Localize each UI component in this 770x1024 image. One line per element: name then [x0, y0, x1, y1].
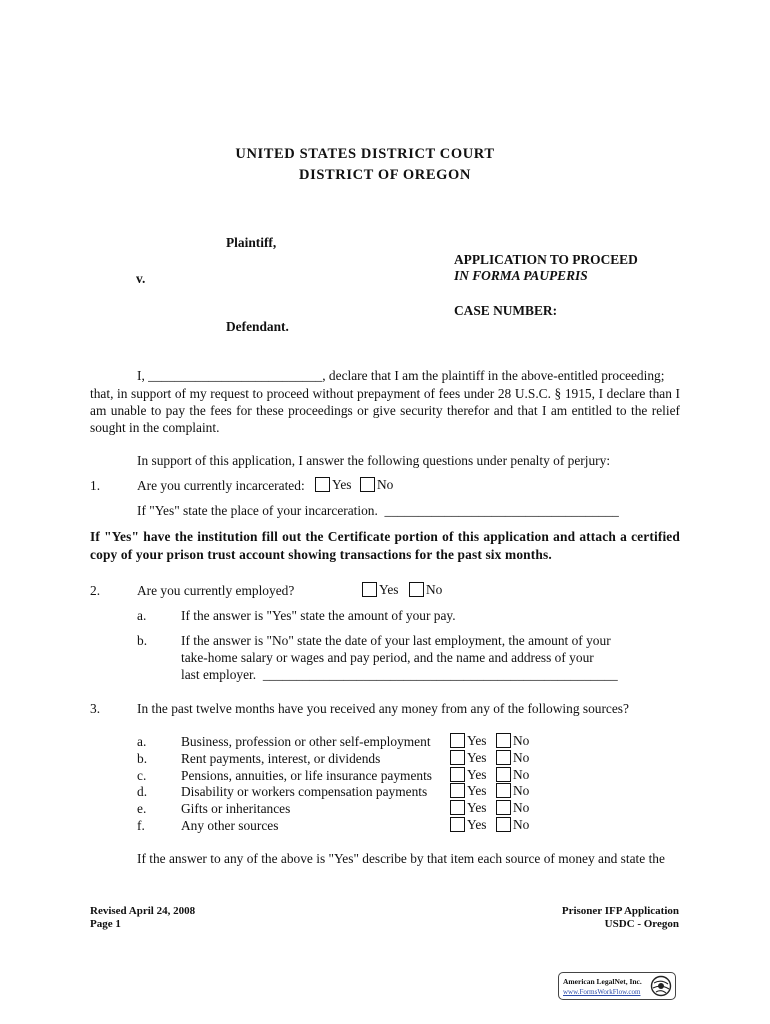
- case-number-label: CASE NUMBER:: [454, 303, 558, 318]
- q1-no-option[interactable]: [360, 477, 393, 493]
- q3-item-label: f.: [137, 818, 145, 833]
- district-title: DISTRICT OF OREGON: [299, 167, 471, 183]
- q3-item-no-checkbox[interactable]: [496, 733, 511, 748]
- q3-item-no-label: No: [513, 733, 530, 748]
- q3-item-yes-checkbox[interactable]: [450, 767, 465, 782]
- q2-no-label: No: [426, 582, 443, 597]
- q1-instruction: If "Yes" have the institution fill out the Certificate portion of this application and attach a certified copy of your prison trust account showing transactions for the past six months.: [90, 529, 680, 562]
- q3-item-text: Disability or workers compensation payments: [181, 784, 428, 800]
- q3-item-yes-label: Yes: [467, 749, 487, 765]
- q3-item-no-checkbox[interactable]: [496, 783, 511, 798]
- q2-yes-checkbox[interactable]: [362, 582, 377, 597]
- q3-item-text: Pensions, annuities, or life insurance payments: [181, 767, 433, 783]
- q3-item-no-option[interactable]: [496, 800, 529, 816]
- q1-yes-option[interactable]: [315, 477, 351, 493]
- q3-number: 3.: [90, 701, 101, 716]
- q3-item-no-label: No: [513, 766, 530, 782]
- q3-item-no-option[interactable]: [496, 733, 529, 749]
- q1-yes-label: Yes: [332, 477, 352, 492]
- q2b-line-3: last employer. _____________________________________________________: [181, 667, 618, 682]
- footer-page-number: Page 1: [90, 918, 121, 930]
- q2-text: Are you currently employed?: [137, 583, 295, 598]
- q3-item-text: Any other sources: [181, 818, 279, 833]
- q1-number: 1.: [90, 478, 101, 493]
- q3-item-no-checkbox[interactable]: [496, 767, 511, 782]
- q3-item-text: Gifts or inheritances: [181, 801, 291, 817]
- declaration-first-line: I, __________________________, declare that I am the plaintiff in the above-entitled proceeding;: [137, 368, 665, 383]
- q3-item-yes-option[interactable]: [450, 800, 486, 816]
- application-title: APPLICATION TO PROCEED: [454, 252, 638, 267]
- q3-item-no-checkbox[interactable]: [496, 800, 511, 815]
- q3-text: In the past twelve months have you received any money from any of the following sources?: [137, 701, 629, 716]
- q3-item-label: c.: [137, 767, 147, 783]
- perjury-intro: In support of this application, I answer the following questions under penalty of perjury:: [137, 453, 611, 468]
- q3-item-no-option[interactable]: [496, 783, 529, 799]
- q3-item-text: Rent payments, interest, or dividends: [181, 750, 381, 766]
- q3-trailing-text: If the answer to any of the above is "Yes" describe by that item each source of money and state the: [137, 851, 665, 866]
- q3-item-no-option[interactable]: [496, 817, 529, 833]
- q3-item-no-option[interactable]: [496, 767, 529, 783]
- q3-item-yes-checkbox[interactable]: [450, 817, 465, 832]
- q3-item-yes-label: Yes: [467, 733, 487, 748]
- logo-url-link[interactable]: www.FormsWorkFlow.com: [563, 988, 641, 996]
- q2-yes-option[interactable]: [362, 582, 398, 598]
- declaration-body: that, in support of my request to proceed without prepayment of fees under 28 U.S.C. § 1915, I declare than I am unable to pay the fees for these proceedings or give security therefor and that I am entitled to the relief sought in the complaint.: [90, 386, 680, 436]
- versus-label: v.: [136, 271, 146, 286]
- q3-item-yes-option[interactable]: [450, 783, 486, 799]
- q3-item-yes-option[interactable]: [450, 733, 486, 749]
- q3-item-text: Business, profession or other self-employment: [181, 734, 431, 749]
- q3-item-yes-checkbox[interactable]: [450, 750, 465, 765]
- q3-item-no-label: No: [513, 749, 530, 765]
- q2b-line-2: take-home salary or wages and pay period, and the name and address of your: [181, 650, 594, 665]
- q3-item-yes-option[interactable]: [450, 750, 486, 766]
- q3-item-no-label: No: [513, 817, 530, 832]
- q1-followup: If "Yes" state the place of your incarceration. ___________________________________: [137, 503, 619, 518]
- application-subtitle: IN FORMA PAUPERIS: [454, 268, 588, 283]
- q2a-label: a.: [137, 608, 147, 623]
- q3-item-label: b.: [137, 750, 148, 766]
- q3-item-yes-label: Yes: [467, 800, 487, 816]
- footer-form-name: Prisoner IFP Application: [561, 905, 679, 917]
- footer-revised-date: Revised April 24, 2008: [90, 905, 196, 917]
- q3-item-no-option[interactable]: [496, 750, 529, 766]
- q2b-label: b.: [137, 633, 148, 648]
- q3-item-yes-label: Yes: [467, 817, 487, 832]
- q3-item-yes-label: Yes: [467, 766, 487, 782]
- q3-item-label: a.: [137, 734, 147, 749]
- q3-item-yes-label: Yes: [467, 783, 487, 799]
- q2-yes-label: Yes: [379, 582, 399, 597]
- legalnet-logo[interactable]: [558, 972, 676, 1000]
- q3-item-yes-checkbox[interactable]: [450, 733, 465, 748]
- q3-item-yes-option[interactable]: [450, 817, 486, 833]
- q2b-line-1: If the answer is "No" state the date of your last employment, the amount of your: [181, 633, 611, 648]
- q3-item-label: e.: [137, 801, 147, 817]
- q3-item-no-label: No: [513, 783, 530, 799]
- defendant-label: Defendant.: [226, 319, 289, 334]
- footer-court-short: USDC - Oregon: [604, 918, 679, 930]
- q3-item-no-checkbox[interactable]: [496, 750, 511, 765]
- q2-no-checkbox[interactable]: [409, 582, 424, 597]
- q3-item-yes-option[interactable]: [450, 767, 486, 783]
- q3-item-label: d.: [137, 784, 148, 800]
- plaintiff-label: Plaintiff,: [226, 235, 277, 250]
- court-title: UNITED STATES DISTRICT COURT: [235, 146, 495, 162]
- globe-icon: [650, 975, 672, 997]
- q1-no-label: No: [377, 477, 394, 492]
- q3-item-no-checkbox[interactable]: [496, 817, 511, 832]
- q2-no-option[interactable]: [409, 582, 442, 598]
- q1-yes-checkbox[interactable]: [315, 477, 330, 492]
- q2a-text: If the answer is "Yes" state the amount of your pay.: [181, 608, 456, 623]
- q3-item-yes-checkbox[interactable]: [450, 800, 465, 815]
- q1-text: Are you currently incarcerated:: [137, 478, 305, 493]
- q3-item-yes-checkbox[interactable]: [450, 783, 465, 798]
- logo-company-name: American LegalNet, Inc.: [563, 977, 642, 986]
- q3-item-no-label: No: [513, 800, 530, 816]
- q1-no-checkbox[interactable]: [360, 477, 375, 492]
- q2-number: 2.: [90, 583, 101, 598]
